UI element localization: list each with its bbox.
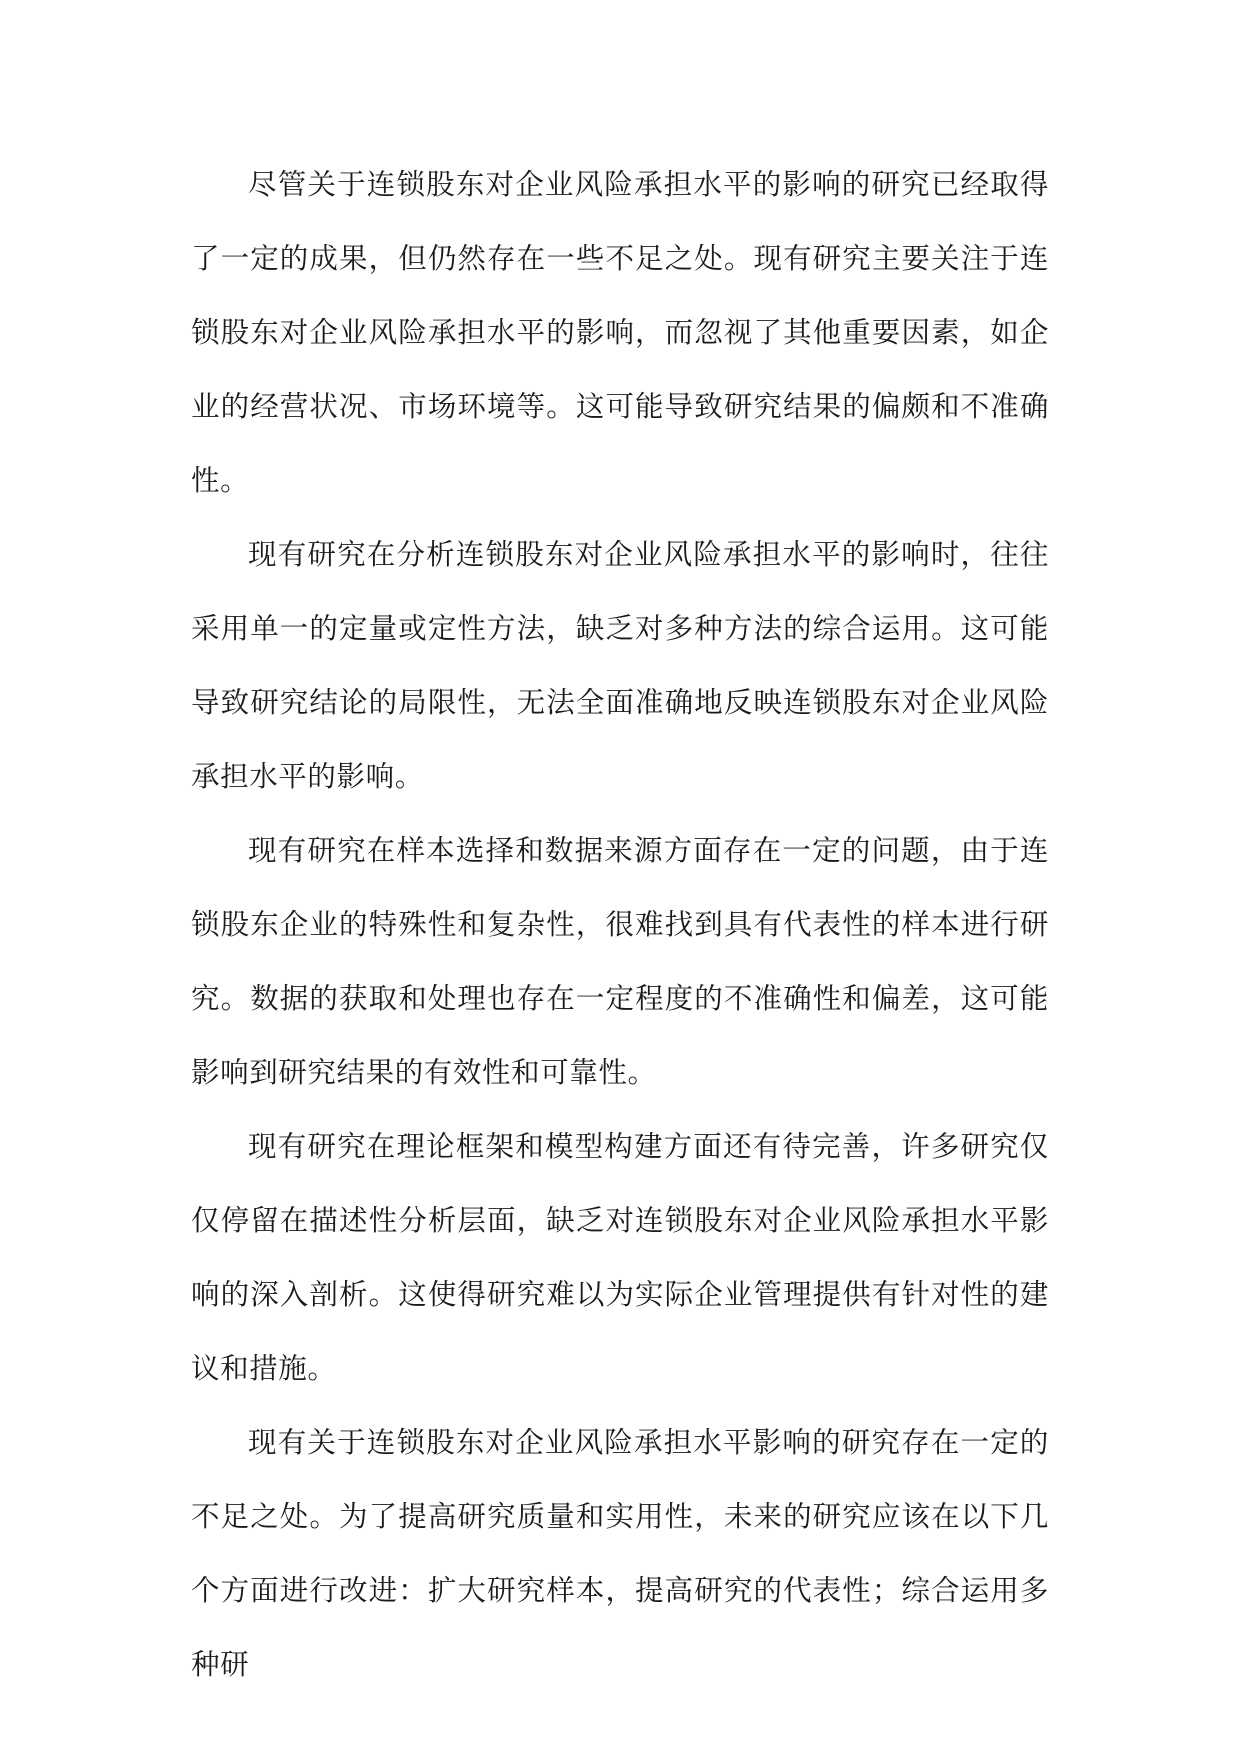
body-text: [191, 148, 1049, 1702]
paragraph-2: 现有研究在分析连锁股东对企业风险承担水平的影响时，往往采用单一的定量或定性方法，缺乏对多种方法的综合运用。这可能导致研究结论的局限性，无法全面准确地反映连锁股东对企业风险承担水平的影响。: [191, 538, 1049, 793]
paragraph-3: 现有研究在样本选择和数据来源方面存在一定的问题，由于连锁股东企业的特殊性和复杂性，很难找到具有代表性的样本进行研究。数据的获取和处理也存在一定程度的不准确性和偏差，这可能影响到研究结果的有效性和可靠性。: [191, 834, 1049, 1089]
paragraph-4: 现有研究在理论框架和模型构建方面还有待完善，许多研究仅仅停留在描述性分析层面，缺乏对连锁股东对企业风险承担水平影响的深入剖析。这使得研究难以为实际企业管理提供有针对性的建议和措施。: [191, 1130, 1049, 1385]
paragraph-5: 现有关于连锁股东对企业风险承担水平影响的研究存在一定的不足之处。为了提高研究质量和实用性，未来的研究应该在以下几个方面进行改进：扩大研究样本，提高研究的代表性；综合运用多种研: [191, 1426, 1049, 1681]
paragraph-1: 尽管关于连锁股东对企业风险承担水平的影响的研究已经取得了一定的成果，但仍然存在一些不足之处。现有研究主要关注于连锁股东对企业风险承担水平的影响，而忽视了其他重要因素，如企业的经营状况、市场环境等。这可能导致研究结果的偏颇和不准确性。: [191, 168, 1049, 497]
